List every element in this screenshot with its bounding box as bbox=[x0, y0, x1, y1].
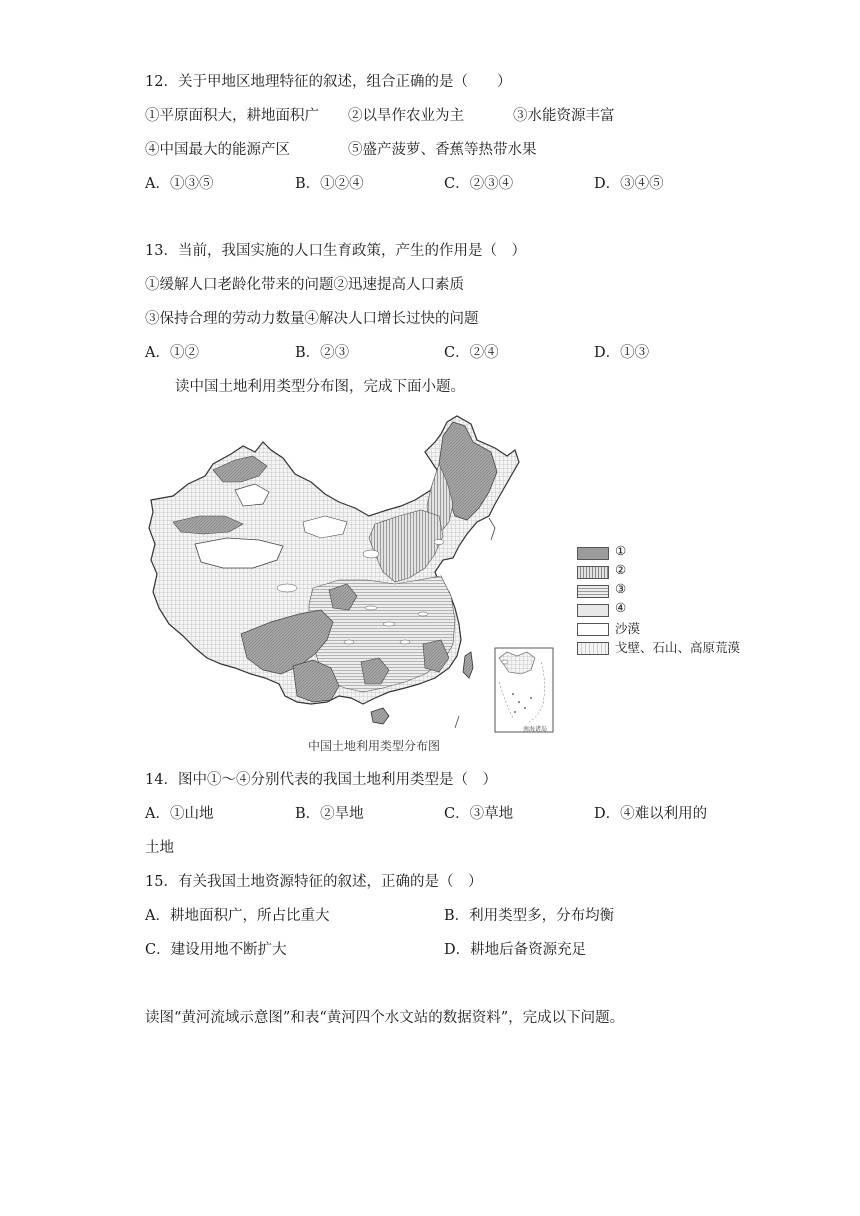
q12-stem: 12．关于甲地区地理特征的叙述，组合正确的是（ ） bbox=[145, 74, 512, 90]
q15-option-a[interactable]: A．耕地面积广，所占比重大 bbox=[145, 908, 330, 924]
q13-option-c[interactable]: C．②④ bbox=[444, 345, 499, 361]
legend-swatch-grid bbox=[577, 642, 609, 655]
q14-option-d[interactable]: D．④难以利用的 bbox=[594, 806, 708, 822]
legend-label-1: ① bbox=[615, 543, 627, 558]
legend-label-gobi: 戈壁、石山、高原荒漠 bbox=[615, 640, 741, 655]
q14-option-b[interactable]: B．②旱地 bbox=[295, 806, 364, 822]
q13-option-b[interactable]: B．②③ bbox=[295, 345, 350, 361]
legend-item-3 bbox=[577, 581, 777, 598]
q12-item-5: ⑤盛产菠萝、香蕉等热带水果 bbox=[348, 142, 537, 158]
q15-option-d[interactable]: D．耕地后备资源充足 bbox=[444, 942, 587, 958]
q15-option-b[interactable]: B．利用类型多，分布均衡 bbox=[444, 908, 615, 924]
map-intro: 读中国土地利用类型分布图，完成下面小题。 bbox=[175, 379, 465, 395]
q14-option-d-continuation: 土地 bbox=[145, 840, 174, 856]
legend-swatch-vertical bbox=[577, 566, 609, 579]
legend-item-2 bbox=[577, 562, 777, 579]
q12-option-a[interactable]: A．①③⑤ bbox=[145, 176, 214, 192]
legend-swatch-dark bbox=[577, 547, 609, 560]
river-intro: 读图“黄河流域示意图”和表“黄河四个水文站的数据资料”，完成以下问题。 bbox=[145, 1010, 625, 1026]
legend-label-desert: 沙漠 bbox=[615, 621, 641, 636]
q13-option-a[interactable]: A．①② bbox=[145, 345, 199, 361]
q12-option-d[interactable]: D．③④⑤ bbox=[594, 176, 664, 192]
q15-stem: 15．有关我国土地资源特征的叙述，正确的是（ ） bbox=[145, 874, 483, 890]
q14-option-c[interactable]: C．③草地 bbox=[444, 806, 514, 822]
legend-swatch-light bbox=[577, 604, 609, 617]
q12-item-1: ①平原面积大，耕地面积广 bbox=[145, 108, 319, 124]
q14-stem: 14．图中①～④分别代表的我国土地利用类型是（ ） bbox=[145, 772, 497, 788]
q13-line-1: ①缓解人口老龄化带来的问题②迅速提高人口素质 bbox=[145, 277, 464, 293]
q13-option-d[interactable]: D．①③ bbox=[594, 345, 650, 361]
q12-item-4: ④中国最大的能源产区 bbox=[145, 142, 290, 158]
legend-item-1 bbox=[577, 543, 777, 560]
legend-item-4 bbox=[577, 600, 777, 617]
q12-option-b[interactable]: B．①②④ bbox=[295, 176, 364, 192]
legend-swatch-white bbox=[577, 623, 609, 636]
q12-item-3: ③水能资源丰富 bbox=[513, 108, 615, 124]
q13-stem: 13．当前，我国实施的人口生育政策，产生的作用是（ ） bbox=[145, 243, 526, 259]
q13-line-2: ③保持合理的劳动力数量④解决人口增长过快的问题 bbox=[145, 311, 479, 327]
inset-label: 南海诸岛 bbox=[523, 726, 548, 733]
legend-label-3: ③ bbox=[615, 581, 627, 596]
legend-item-gobi bbox=[577, 641, 777, 655]
legend-item-desert bbox=[577, 622, 777, 636]
map-caption: 中国土地利用类型分布图 bbox=[308, 739, 441, 753]
q12-item-2: ②以旱作农业为主 bbox=[348, 108, 464, 124]
q12-option-c[interactable]: C．②③④ bbox=[444, 176, 514, 192]
q14-option-a[interactable]: A．①山地 bbox=[145, 806, 214, 822]
q15-option-c[interactable]: C．建设用地不断扩大 bbox=[145, 942, 287, 958]
legend-swatch-horizontal bbox=[577, 585, 609, 598]
legend-label-4: ④ bbox=[615, 600, 627, 615]
legend-label-2: ② bbox=[615, 562, 627, 577]
